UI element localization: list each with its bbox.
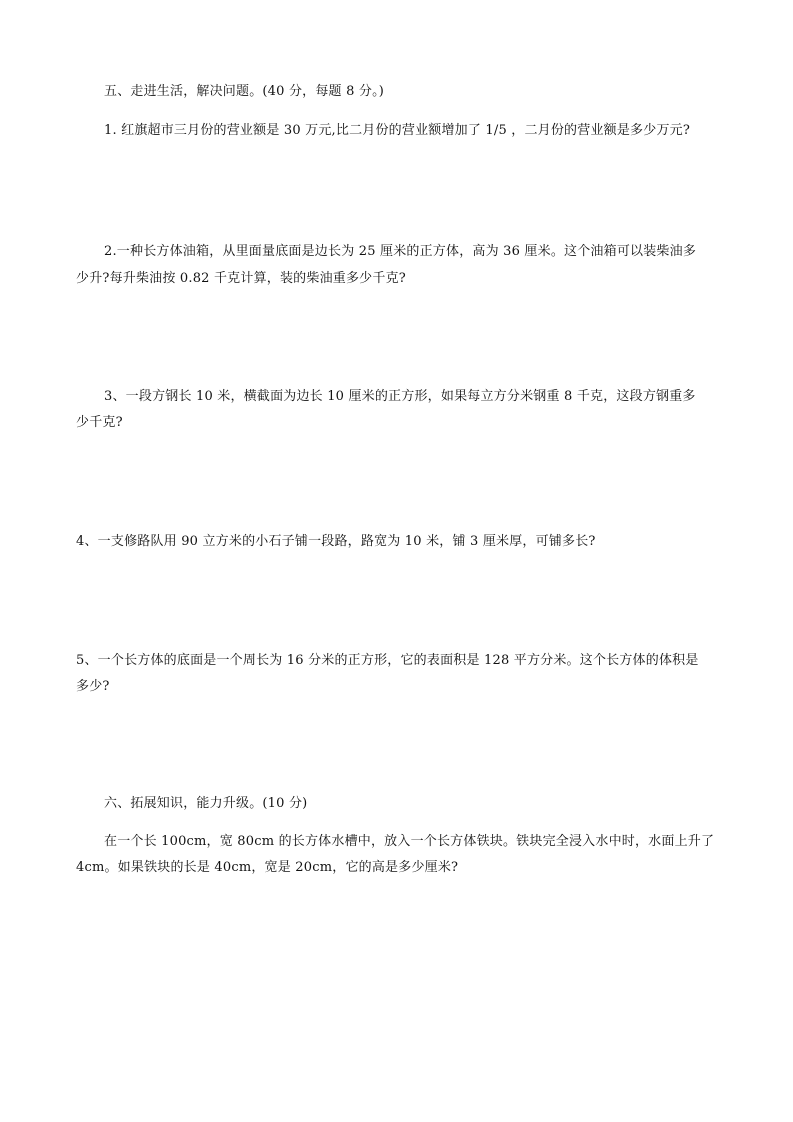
question-5-2-line-2: 少升?每升柴油按 0.82 千克计算，装的柴油重多少千克? bbox=[76, 271, 406, 286]
question-5-1-line-1: 1. 红旗超市三月份的营业额是 30 万元,比二月份的营业额增加了 1/5 ，二月份的营业额是多少万元? bbox=[104, 123, 691, 138]
question-6-1-line-1: 在一个长 100cm，宽 80cm 的长方体水槽中，放入一个长方体铁块。铁块完全浸入水中时，水面上升了 bbox=[104, 834, 715, 849]
section-6-heading: 六、拓展知识，能力升级。(10 分) bbox=[104, 796, 308, 811]
question-5-2-line-1: 2.一种长方体油箱，从里面量底面是边长为 25 厘米的正方体，高为 36 厘米。这个油箱可以装柴油多 bbox=[104, 244, 697, 259]
question-6-1-line-2: 4cm。如果铁块的长是 40cm，宽是 20cm，它的高是多少厘米? bbox=[76, 860, 459, 875]
question-5-3-line-1: 3、一段方钢长 10 米，横截面为边长 10 厘米的正方形，如果每立方分米钢重 8 千克，这段方钢重多 bbox=[104, 389, 696, 404]
question-5-5-line-2: 多少? bbox=[76, 679, 110, 694]
question-5-3-line-2: 少千克? bbox=[76, 415, 123, 430]
question-5-5-line-1: 5、一个长方体的底面是一个周长为 16 分米的正方形，它的表面积是 128 平方分米。这个长方体的体积是 bbox=[76, 653, 699, 668]
section-5-heading: 五、走进生活，解决问题。(40 分，每题 8 分。) bbox=[104, 84, 385, 99]
question-5-4-line-1: 4、一支修路队用 90 立方米的小石子铺一段路，路宽为 10 米，铺 3 厘米厚，可铺多长? bbox=[76, 534, 596, 549]
